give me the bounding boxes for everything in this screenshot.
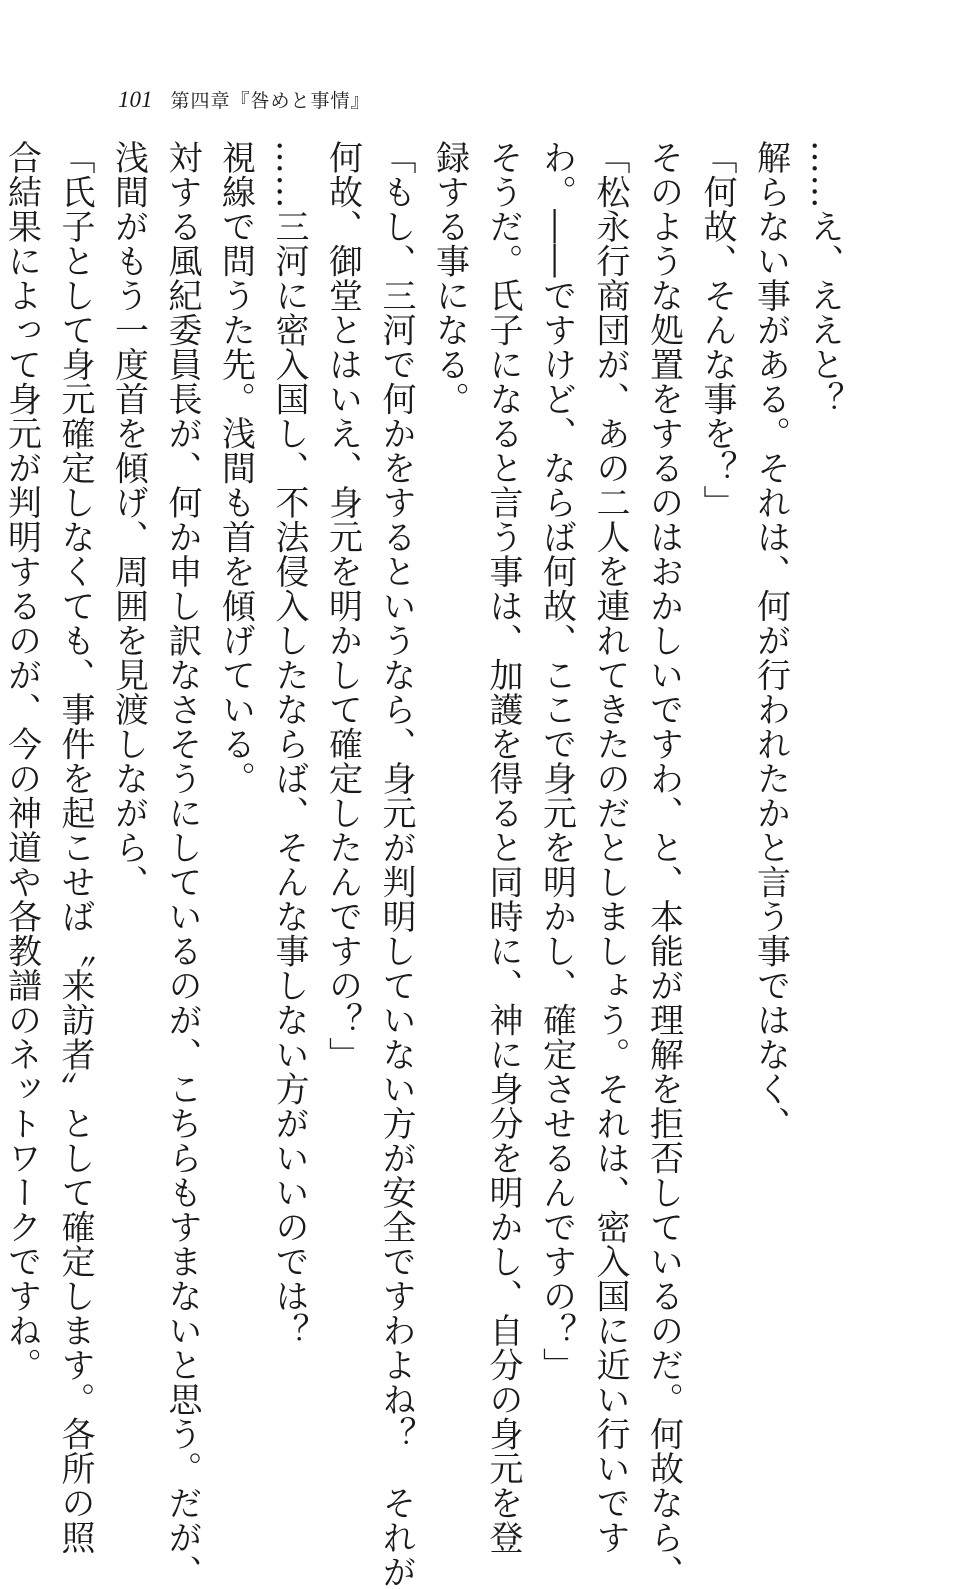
text-line: そのような処置をするのはおかしいですわ、と、本能が理解を拒否しているのだ。何故なら、 <box>643 140 684 1589</box>
text-line: 録する事になる。 <box>429 140 470 416</box>
text-line: 視線で問うた先。浅間も首を傾げている。 <box>215 140 256 796</box>
text-line: 「もし、三河で何かをするというなら、身元が判明していない方が安全ですわよね？ それが <box>376 140 416 1589</box>
page-number: 101 <box>118 87 153 112</box>
text-line: わ。――ですけど、ならば何故、ここで身元を明かし、確定させるんですの？」 <box>536 140 577 1382</box>
text-line: 「氏子として身元確定しなくても、事件を起こせば〝来訪者〟として確定します。各所の照 <box>55 140 95 1555</box>
vertical-body-text <box>1 140 850 1589</box>
text-line: ……三河に密入国し、不法侵入したならば、そんな事しない方がいいのでは？ <box>269 140 309 1348</box>
text-line: 対する風紀委員長が、何か申し訳なさそうにしているのが、こちらもすまないと思う。だが、 <box>162 140 202 1589</box>
chapter-title: 第四章『咎めと事情』 <box>170 90 371 112</box>
text-line: 「松永行商団が、あの二人を連れてきたのだとしましょう。それは、密入国に近い行いです <box>590 140 630 1555</box>
text-line: ……え、ええと？ <box>804 140 844 416</box>
text-line: 何故、御堂とはいえ、身元を明かして確定したんですの？」 <box>322 140 363 1072</box>
running-header <box>118 86 371 116</box>
text-line: 浅間がもう一度首を傾げ、周囲を見渡しながら、 <box>108 140 149 899</box>
text-line: 解らない事がある。それは、何が行われたかと言う事ではなく、 <box>750 140 791 1141</box>
text-line: そうだ。氏子になると言う事は、加護を得ると同時に、神に身分を明かし、自分の身元を登 <box>483 140 523 1555</box>
text-line: 「何故、そんな事を？」 <box>697 140 737 520</box>
text-line: 合結果によって身元が判明するのが、今の神道や各教譜のネットワークですね。 <box>1 140 42 1382</box>
